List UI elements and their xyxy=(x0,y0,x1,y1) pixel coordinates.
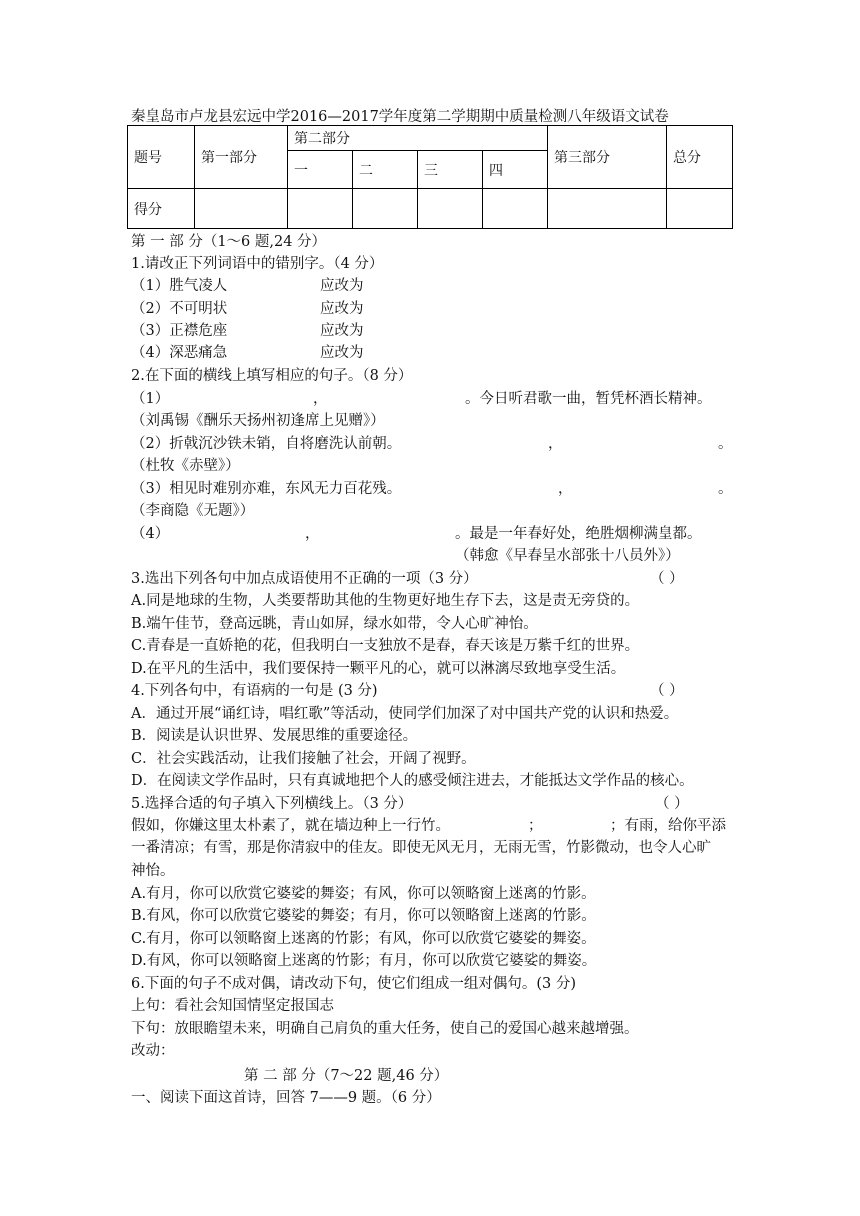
q5-stem: 5.选择合适的句子填入下列横线上。（3 分） xyxy=(131,796,413,812)
q1-item-3-fix: 应改为 xyxy=(320,323,364,339)
q2-line2-comma: ， xyxy=(548,436,563,452)
q2-line3-source: （李商隐《无题》） xyxy=(131,503,255,519)
q6-upper-line: 上句：看社会知国情坚定报国志 xyxy=(131,998,334,1014)
score-table xyxy=(127,125,733,229)
score-cell[interactable] xyxy=(195,189,288,229)
q2-line3-comma: ， xyxy=(558,481,573,497)
q2-line1-start: （1） xyxy=(131,391,170,407)
q2-line2-source: （杜牧《赤壁》） xyxy=(131,458,240,474)
q1-item-4: （4）深恶痛急 xyxy=(131,345,228,361)
score-cell[interactable] xyxy=(288,189,353,229)
q2-line4-comma: ， xyxy=(305,526,320,542)
header-sub1: 一 xyxy=(288,151,353,189)
header-total: 总分 xyxy=(667,126,733,189)
q3-answer-paren[interactable]: （ ） xyxy=(650,571,684,587)
q6-lower-line: 下句：放眼瞻望未来，明确自己肩负的重大任务，使自己的爱国心越来越增强。 xyxy=(131,1021,639,1037)
header-tihao: 题号 xyxy=(128,126,195,189)
header-sub4: 四 xyxy=(483,151,548,189)
q1-stem: 1.请改正下列词语中的错别字。（4 分） xyxy=(131,256,384,272)
q4-option-d: D．在阅读文学作品时，只有真诚地把个人的感受倾注进去，才能抵达文学作品的核心。 xyxy=(131,773,694,789)
q2-line4-source: （韩愈《早春呈水部张十八员外》） xyxy=(455,548,680,564)
q3-option-a: A.同是地球的生物，人类要帮助其他的生物更好地生存下去，这是责无旁贷的。 xyxy=(131,593,640,609)
q2-line1-comma: ， xyxy=(313,391,328,407)
score-cell[interactable] xyxy=(483,189,548,229)
q4-option-c: C．社会实践活动，让我们接触了社会，开阔了视野。 xyxy=(131,751,476,767)
q5-passage-1: 假如，你嫌这里太朴素了，就在墙边种上一行竹。 xyxy=(131,818,450,834)
q2-line3-end: 。 xyxy=(718,481,733,497)
q2-line3-start: （3）相见时难别亦难，东风无力百花残。 xyxy=(131,481,402,497)
q2-line4-end: 。最是一年春好处，绝胜烟柳满皇都。 xyxy=(455,526,702,542)
q5-passage-3: 神怡。 xyxy=(131,863,175,879)
score-cell[interactable] xyxy=(667,189,733,229)
q1-item-2: （2）不可明状 xyxy=(131,301,228,317)
q2-line1-source: （刘禹锡《酬乐天扬州初逢席上见赠》） xyxy=(131,413,385,429)
q2-line4-start: （4） xyxy=(131,526,170,542)
q5-option-c: C.有月，你可以领略窗上迷离的竹影；有风，你可以欣赏它婆娑的舞姿。 xyxy=(131,931,596,947)
q5-option-b: B.有风，你可以欣赏它婆娑的舞姿；有月，你可以领略窗上迷离的竹影。 xyxy=(131,908,596,924)
q6-change-label: 改动： xyxy=(131,1043,175,1059)
q3-option-b: B.端午佳节，登高远眺，青山如屏，绿水如带，令人心旷神怡。 xyxy=(131,616,538,632)
q3-option-d: D.在平凡的生活中，我们要保持一颗平凡的心，就可以淋漓尽致地享受生活。 xyxy=(131,661,626,677)
section2-heading: 第 二 部 分（7～22 题,46 分） xyxy=(244,1068,449,1084)
score-cell[interactable] xyxy=(353,189,418,229)
q4-option-a: A．通过开展“诵红诗，唱红歌”等活动，使同学们加深了对中国共产党的认识和热爱。 xyxy=(131,706,679,722)
q1-item-4-fix: 应改为 xyxy=(320,345,364,361)
header-sub2: 二 xyxy=(353,151,418,189)
header-sub3: 三 xyxy=(418,151,483,189)
header-part2: 第二部分 xyxy=(288,126,548,151)
q5-passage-1-semicolon: ； xyxy=(528,818,543,834)
q1-item-1: （1）胜气凌人 xyxy=(131,278,228,294)
q5-passage-1-end: ；有雨，给你平添 xyxy=(610,818,726,834)
q2-stem: 2.在下面的横线上填写相应的句子。（8 分） xyxy=(131,368,413,384)
q4-answer-paren[interactable]: （ ） xyxy=(650,683,684,699)
score-cell[interactable] xyxy=(548,189,667,229)
q4-option-b: B．阅读是认识世界、发展思维的重要途径。 xyxy=(131,728,418,744)
score-cell[interactable] xyxy=(418,189,483,229)
q1-item-2-fix: 应改为 xyxy=(320,301,364,317)
section1-heading: 第 一 部 分（1～6 题,24 分） xyxy=(131,234,327,250)
q3-stem: 3.选出下列各句中加点成语使用不正确的一项（3 分） xyxy=(131,571,478,587)
q5-answer-paren[interactable]: （ ） xyxy=(655,796,689,812)
q1-item-1-fix: 应改为 xyxy=(320,278,364,294)
part2-intro: 一、阅读下面这首诗，回答 7——9 题。（6 分） xyxy=(131,1090,441,1106)
q5-option-a: A.有月，你可以欣赏它婆娑的舞姿；有风，你可以领略窗上迷离的竹影。 xyxy=(131,886,596,902)
q3-option-c: C.青春是一直娇艳的花，但我明白一支独放不是春，春天该是万紫千红的世界。 xyxy=(131,638,640,654)
q2-line2-start: （2）折戟沉沙铁未销，自将磨洗认前朝。 xyxy=(131,436,402,452)
q1-item-3: （3）正襟危座 xyxy=(131,323,228,339)
q6-stem: 6.下面的句子不成对偶，请改动下句，使它们组成一组对偶句。(3 分) xyxy=(131,976,576,992)
q4-stem: 4.下列各句中，有语病的一句是 (3 分) xyxy=(131,683,378,699)
q5-option-d: D.有风，你可以领略窗上迷离的竹影；有月，你可以欣赏它婆娑的舞姿。 xyxy=(131,953,597,969)
q5-passage-2: 一番清凉；有雪，那是你清寂中的佳友。即使无风无月，无雨无雪，竹影微动，也令人心旷 xyxy=(131,840,711,856)
q2-line1-end: 。今日听君歌一曲，暂凭杯酒长精神。 xyxy=(465,391,712,407)
q2-line2-end: 。 xyxy=(718,436,733,452)
header-part1: 第一部分 xyxy=(195,126,288,189)
header-part3: 第三部分 xyxy=(548,126,667,189)
exam-title: 秦皇岛市卢龙县宏远中学2016—2017学年度第二学期期中质量检测八年级语文试卷 xyxy=(131,109,669,125)
row-defen: 得分 xyxy=(128,189,195,229)
